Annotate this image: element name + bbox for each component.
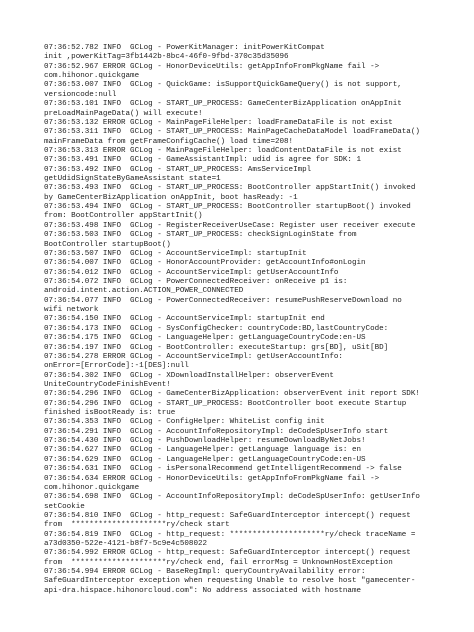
log-line: 07:36:54.302 INFO GCLog - XDownloadInstallHelper: observerEvent xyxy=(44,371,334,380)
log-line: 07:36:54.629 INFO GCLog - LanguageHelper: getLanguageCountryCode:en-US xyxy=(44,455,366,464)
log-line: 07:36:53.494 INFO GCLog - START_UP_PROCESS: BootController startupBoot() invoked xyxy=(44,203,411,212)
log-line: 07:36:53.491 INFO GCLog - GameAssistantImpl: udid is agree for SDK: 1 xyxy=(44,156,362,165)
log-line: 07:36:54.994 ERROR GCLog - BaseRegImpl: queryCountryAvailability error: xyxy=(44,568,366,577)
log-line: preLoadMainPageData() will execute! xyxy=(44,109,203,118)
log-line: 07:36:54.077 INFO GCLog - PowerConnectedReceiver: resumePushReserveDownload no xyxy=(44,296,402,305)
log-line: versioncode:null xyxy=(44,90,117,99)
log-line: 07:36:54.278 ERROR GCLog - AccountServiceImpl: getUserAccountInfo: xyxy=(44,352,343,361)
log-line: from *********************ry/check start xyxy=(44,521,230,530)
log-line: by GameCenterBizApplication onAppInit, boot hasReady: -1 xyxy=(44,193,298,202)
log-line: BootController startupBoot() xyxy=(44,240,171,249)
log-line: 07:36:53.493 INFO GCLog - START_UP_PROCESS: BootController appStartInit() invoked xyxy=(44,184,416,193)
log-line: 07:36:52.967 ERROR GCLog - HonorDeviceUtils: getAppInfoFromPkgName fail -> xyxy=(44,62,380,71)
log-line: 07:36:54.698 INFO GCLog - AccountInfoRepositoryImpl: deCodeSpUserInfo: getUserInfo xyxy=(44,493,420,502)
log-line: 07:36:54.175 INFO GCLog - LanguageHelper: getLanguageCountryCode:en-US xyxy=(44,334,366,343)
log-line: 07:36:53.507 INFO GCLog - AccountServiceImpl: startupInit xyxy=(44,249,307,258)
log-line: 07:36:53.503 INFO GCLog - START_UP_PROCESS: checkSignLoginState from xyxy=(44,231,357,240)
log-line: 07:36:53.313 ERROR GCLog - MainPageFileHelper: loadContentDataFile is not exist xyxy=(44,146,402,155)
log-line: 07:36:53.311 INFO GCLog - START_UP_PROCESS: MainPageCacheDataModel loadFrameData() xyxy=(44,128,420,137)
log-line: mainFrameData from getFrameConfigCache() load time=208! xyxy=(44,137,294,146)
log-line: 07:36:53.101 INFO GCLog - START_UP_PROCESS: GameCenterBizApplication onAppInit xyxy=(44,100,402,109)
log-line: 07:36:54.072 INFO GCLog - PowerConnectedReceiver: onReceive p1 is: xyxy=(44,277,348,286)
log-line: 07:36:54.819 INFO GCLog - http_request: *********************ry/check traceName = xyxy=(44,530,416,539)
log-line: 07:36:54.992 ERROR GCLog - http_request: SafeGuardInterceptor intercept() request xyxy=(44,549,411,558)
log-line: 07:36:54.631 INFO GCLog - isPersonalRecommend getIntelligentRecommend -> false xyxy=(44,465,402,474)
log-line: android.intent.action.ACTION_POWER_CONNECTED xyxy=(44,287,244,296)
log-line: 07:36:54.173 INFO GCLog - SysConfigChecker: countryCode:BD,lastCountryCode: xyxy=(44,324,389,333)
log-line: getUdidSignStateByGameAssistant state=1 xyxy=(44,175,221,184)
log-line: 07:36:54.012 INFO GCLog - AccountServiceImpl: getUserAccountInfo xyxy=(44,268,339,277)
log-line: SafeGuardInterceptor exception when requesting Unable to resolve host "gamecenter- xyxy=(44,577,416,586)
log-text-block xyxy=(44,44,450,596)
log-line: 07:36:54.291 INFO GCLog - AccountInfoRepositoryImpl: deCodeSpUserInfo start xyxy=(44,427,389,436)
log-line: com.hihonor.quickgame xyxy=(44,72,140,81)
log-line: 07:36:53.007 INFO GCLog - QuickGame: isSupportQuickGameQuery() is not support, xyxy=(44,81,402,90)
log-line: 07:36:54.150 INFO GCLog - AccountServiceImpl: startupInit end xyxy=(44,315,325,324)
log-line: 07:36:54.810 INFO GCLog - http_request: SafeGuardInterceptor intercept() request xyxy=(44,511,411,520)
log-line: from *********************ry/check end, fail errorMsg = UnknownHostException xyxy=(44,558,393,567)
log-line: 07:36:54.430 INFO GCLog - PushDownloadHelper: resumeDownloadByNetJobs! xyxy=(44,437,366,446)
log-line: finished isBootReady is: true xyxy=(44,409,176,418)
log-line: com.hihonor.quickgame xyxy=(44,483,140,492)
log-line: 07:36:54.007 INFO GCLog - HonorAccountProvider: getAccountInfo#onLogin xyxy=(44,259,366,268)
log-line: 07:36:54.634 ERROR GCLog - HonorDeviceUtils: getAppInfoFromPkgName fail -> xyxy=(44,474,380,483)
log-line: 07:36:54.353 INFO GCLog - ConfigHelper: WhiteList config init xyxy=(44,418,325,427)
log-line: setCookie xyxy=(44,502,85,511)
log-line: 07:36:52.782 INFO GCLog - PowerKitManager: initPowerKitCompat xyxy=(44,44,325,52)
log-line: 07:36:54.296 INFO GCLog - START_UP_PROCESS: BootController boot execute Startup xyxy=(44,399,407,408)
log-line: UniteCountryCodeFinishEvent! xyxy=(44,380,171,389)
log-line: 07:36:54.627 INFO GCLog - LanguageHelper: getLanguage language is: en xyxy=(44,446,362,455)
log-line: init ,powerKitTag=3fb1442b-8bc4-46f0-9fbd-370c35d35096 xyxy=(44,53,289,62)
log-line: api-dra.hispace.hihonorcloud.com": No address associated with hostname xyxy=(44,586,362,595)
log-line: a73d0350-522e-4121-b8f7-5c9e4c508022 xyxy=(44,540,208,549)
log-line: 07:36:53.492 INFO GCLog - START_UP_PROCESS: AmsServiceImpl xyxy=(44,165,312,174)
log-line: onError=[ErrorCode]:-1[DES]:null xyxy=(44,362,189,371)
log-line: 07:36:53.132 ERROR GCLog - MainPageFileHelper: loadFrameDataFile is not exist xyxy=(44,118,393,127)
log-line: wifi network xyxy=(44,306,99,315)
log-line: from: BootController appStartInit() xyxy=(44,212,203,221)
log-line: 07:36:53.498 INFO GCLog - RegisterReceiverUseCase: Register user receiver execute xyxy=(44,221,416,230)
log-line: 07:36:54.197 INFO GCLog - BootController: executeStartup: grs[BD], uSit[BD] xyxy=(44,343,389,352)
log-line: 07:36:54.296 INFO GCLog - GameCenterBizApplication: observerEvent init report SDK! xyxy=(44,390,420,399)
